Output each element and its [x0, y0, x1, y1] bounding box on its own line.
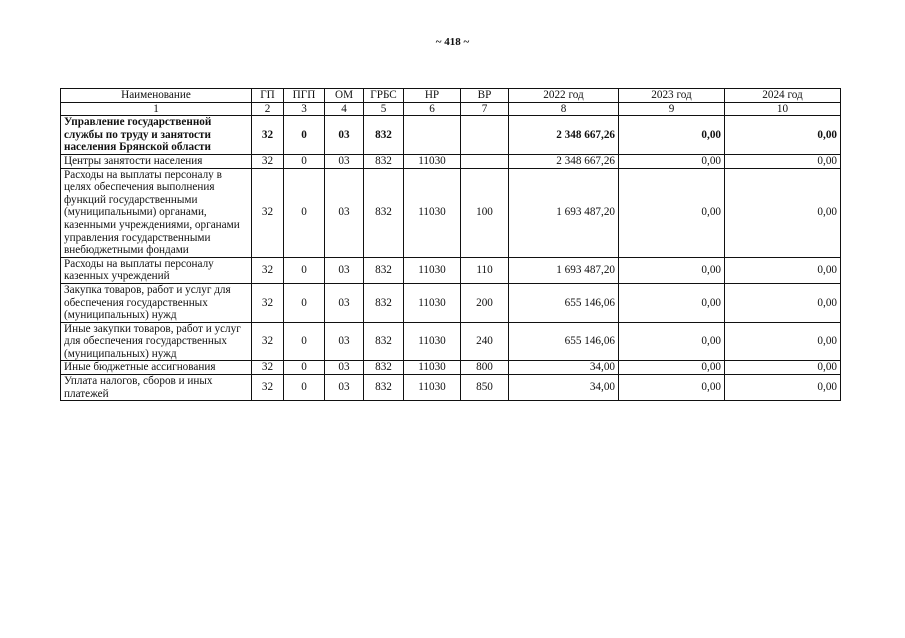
amount-2022-cell: 655 146,06 [509, 283, 619, 322]
row-name-cell: Управление государственной службы по труду и занятости населения Брянской области [61, 116, 252, 155]
nr-cell: 11030 [404, 154, 461, 168]
column-number-cell: 9 [619, 102, 725, 116]
om-cell: 03 [325, 154, 364, 168]
amount-2024-cell: 0,00 [725, 322, 841, 361]
pgp-cell: 0 [284, 116, 325, 155]
vr-cell [461, 116, 509, 155]
column-number-cell: 1 [61, 102, 252, 116]
table-row [61, 283, 841, 322]
om-cell: 03 [325, 375, 364, 401]
gp-cell: 32 [252, 116, 284, 155]
om-cell: 03 [325, 168, 364, 257]
page-number: ~ 418 ~ [435, 36, 470, 48]
pgp-cell: 0 [284, 257, 325, 283]
grbs-cell: 832 [364, 375, 404, 401]
gp-cell: 32 [252, 361, 284, 375]
row-name-cell: Уплата налогов, сборов и иных платежей [61, 375, 252, 401]
gp-cell: 32 [252, 168, 284, 257]
grbs-cell: 832 [364, 116, 404, 155]
row-name-cell: Центры занятости населения [61, 154, 252, 168]
amount-2023-cell: 0,00 [619, 283, 725, 322]
amount-2022-cell: 655 146,06 [509, 322, 619, 361]
row-name-cell: Иные бюджетные ассигнования [61, 361, 252, 375]
nr-cell: 11030 [404, 283, 461, 322]
vr-cell: 110 [461, 257, 509, 283]
om-cell: 03 [325, 116, 364, 155]
amount-2023-cell: 0,00 [619, 322, 725, 361]
amount-2023-cell: 0,00 [619, 116, 725, 155]
vr-cell [461, 154, 509, 168]
gp-cell: 32 [252, 257, 284, 283]
header-cell: Наименование [61, 89, 252, 103]
table-row [61, 116, 841, 155]
nr-cell [404, 116, 461, 155]
om-cell: 03 [325, 322, 364, 361]
header-cell: 2022 год [509, 89, 619, 103]
amount-2023-cell: 0,00 [619, 168, 725, 257]
pgp-cell: 0 [284, 361, 325, 375]
grbs-cell: 832 [364, 257, 404, 283]
amount-2023-cell: 0,00 [619, 361, 725, 375]
amount-2022-cell: 2 348 667,26 [509, 154, 619, 168]
amount-2024-cell: 0,00 [725, 257, 841, 283]
vr-cell: 200 [461, 283, 509, 322]
vr-cell: 850 [461, 375, 509, 401]
nr-cell: 11030 [404, 375, 461, 401]
budget-table [60, 88, 841, 401]
table-row [61, 257, 841, 283]
amount-2022-cell: 2 348 667,26 [509, 116, 619, 155]
header-cell: ГРБС [364, 89, 404, 103]
vr-cell: 240 [461, 322, 509, 361]
amount-2024-cell: 0,00 [725, 283, 841, 322]
table-row [61, 154, 841, 168]
om-cell: 03 [325, 361, 364, 375]
table-row [61, 375, 841, 401]
nr-cell: 11030 [404, 361, 461, 375]
row-name-cell: Расходы на выплаты персоналу казенных учреждений [61, 257, 252, 283]
table-header-row [61, 89, 841, 103]
gp-cell: 32 [252, 154, 284, 168]
pgp-cell: 0 [284, 154, 325, 168]
header-cell: ВР [461, 89, 509, 103]
gp-cell: 32 [252, 375, 284, 401]
column-number-cell: 10 [725, 102, 841, 116]
gp-cell: 32 [252, 283, 284, 322]
pgp-cell: 0 [284, 322, 325, 361]
grbs-cell: 832 [364, 361, 404, 375]
grbs-cell: 832 [364, 168, 404, 257]
header-cell: НР [404, 89, 461, 103]
amount-2024-cell: 0,00 [725, 361, 841, 375]
row-name-cell: Закупка товаров, работ и услуг для обеспечения государственных (муниципальных) нужд [61, 283, 252, 322]
table-body [61, 116, 841, 401]
column-number-cell: 2 [252, 102, 284, 116]
grbs-cell: 832 [364, 154, 404, 168]
column-number-cell: 3 [284, 102, 325, 116]
nr-cell: 11030 [404, 168, 461, 257]
grbs-cell: 832 [364, 322, 404, 361]
vr-cell: 800 [461, 361, 509, 375]
column-number-row [61, 102, 841, 116]
header-cell: 2023 год [619, 89, 725, 103]
gp-cell: 32 [252, 322, 284, 361]
amount-2022-cell: 34,00 [509, 361, 619, 375]
amount-2023-cell: 0,00 [619, 154, 725, 168]
vr-cell: 100 [461, 168, 509, 257]
grbs-cell: 832 [364, 283, 404, 322]
amount-2022-cell: 1 693 487,20 [509, 168, 619, 257]
amount-2022-cell: 34,00 [509, 375, 619, 401]
amount-2023-cell: 0,00 [619, 375, 725, 401]
om-cell: 03 [325, 257, 364, 283]
table-row [61, 322, 841, 361]
column-number-cell: 5 [364, 102, 404, 116]
nr-cell: 11030 [404, 322, 461, 361]
header-cell: ПГП [284, 89, 325, 103]
pgp-cell: 0 [284, 168, 325, 257]
pgp-cell: 0 [284, 283, 325, 322]
column-number-cell: 4 [325, 102, 364, 116]
header-cell: ГП [252, 89, 284, 103]
column-number-cell: 7 [461, 102, 509, 116]
pgp-cell: 0 [284, 375, 325, 401]
column-number-cell: 6 [404, 102, 461, 116]
nr-cell: 11030 [404, 257, 461, 283]
row-name-cell: Расходы на выплаты персоналу в целях обеспечения выполнения функций государственными (муниципальными) органами, казенными учреждениями, органами управления государственными внебюджетными фондами [61, 168, 252, 257]
table-row [61, 361, 841, 375]
om-cell: 03 [325, 283, 364, 322]
table-row [61, 168, 841, 257]
row-name-cell: Иные закупки товаров, работ и услуг для обеспечения государственных (муниципальных) нужд [61, 322, 252, 361]
amount-2024-cell: 0,00 [725, 154, 841, 168]
amount-2024-cell: 0,00 [725, 375, 841, 401]
amount-2024-cell: 0,00 [725, 116, 841, 155]
amount-2024-cell: 0,00 [725, 168, 841, 257]
amount-2023-cell: 0,00 [619, 257, 725, 283]
header-cell: 2024 год [725, 89, 841, 103]
column-number-cell: 8 [509, 102, 619, 116]
amount-2022-cell: 1 693 487,20 [509, 257, 619, 283]
header-cell: ОМ [325, 89, 364, 103]
